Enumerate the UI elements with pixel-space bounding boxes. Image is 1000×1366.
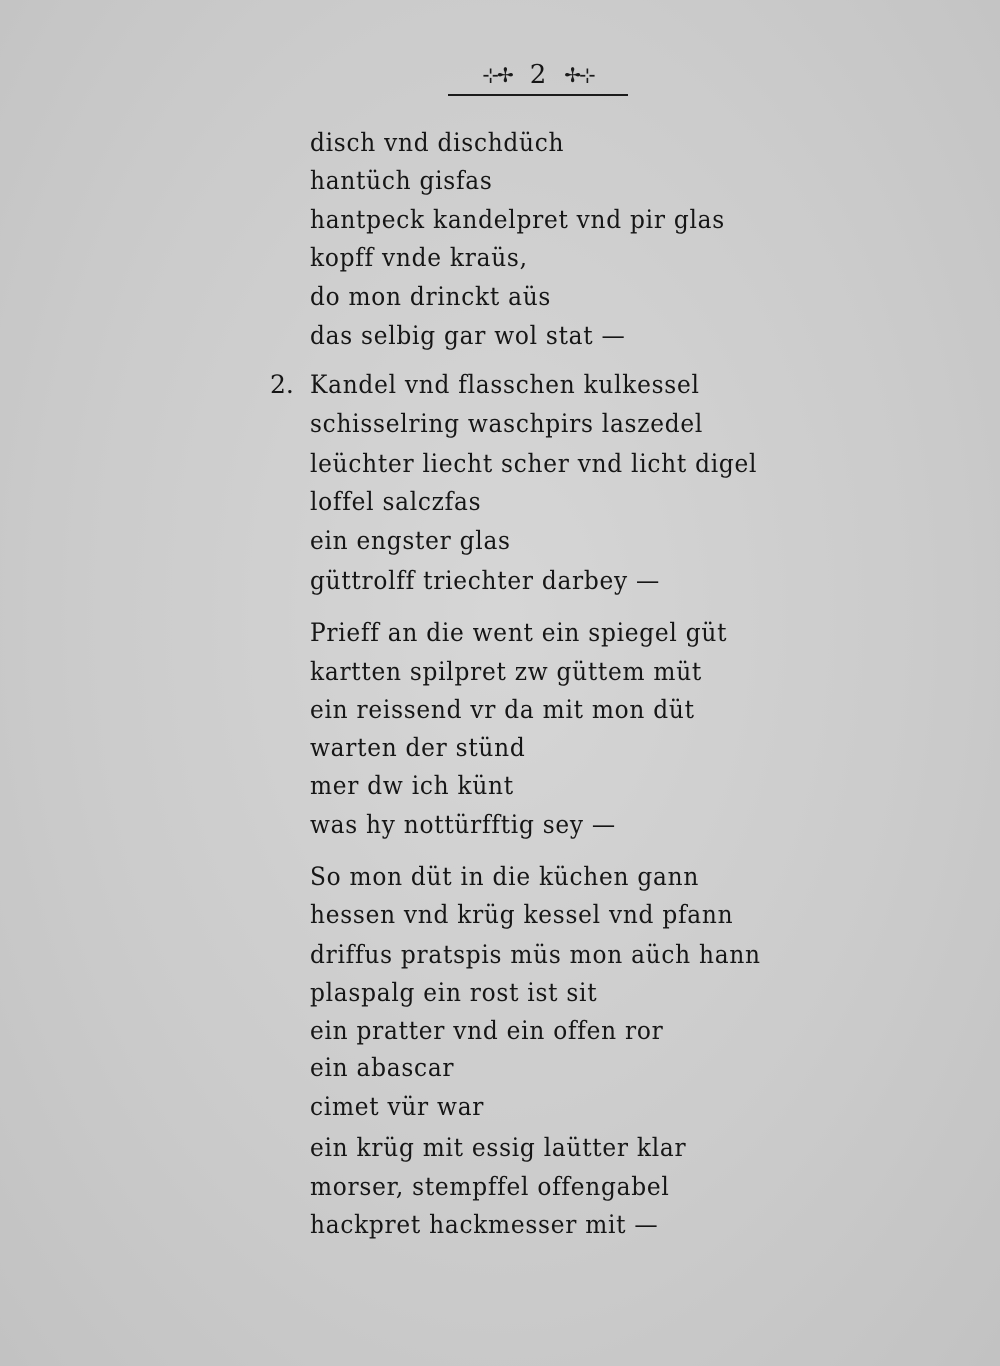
page-header — [448, 56, 628, 96]
stanza-number: 2. — [270, 370, 294, 399]
poem-line: leüchter liecht scher vnd licht digel — [310, 449, 758, 478]
poem-line: Kandel vnd flasschen kulkessel — [310, 370, 700, 399]
page-number: 2 — [529, 60, 547, 90]
ornament-right-icon: ✢⊹ — [564, 63, 594, 87]
poem-line: schisselring waschpirs laszedel — [310, 409, 704, 438]
poem-line: do mon drinckt aüs — [310, 282, 552, 311]
poem-line: ein pratter vnd ein offen ror — [310, 1016, 664, 1045]
poem-line: hantüch gisfas — [310, 166, 493, 195]
poem-line: hantpeck kandelpret vnd pir glas — [310, 205, 725, 234]
poem-line: hackpret hackmesser mit — — [310, 1210, 659, 1239]
poem-line: So mon düt in die küchen gann — [310, 862, 700, 891]
poem-line: cimet vür war — [310, 1092, 485, 1121]
poem-line: kartten spilpret zw güttem müt — [310, 657, 703, 686]
poem-line: morser, stempffel offengabel — [310, 1172, 670, 1201]
poem-line: kopff vnde kraüs, — [310, 243, 528, 272]
poem-line: ein engster glas — [310, 526, 511, 555]
poem-line: driffus pratspis müs mon aüch hann — [310, 940, 761, 969]
poem-line: hessen vnd krüg kessel vnd pfann — [310, 900, 734, 929]
poem-line: loffel salczfas — [310, 487, 482, 516]
poem-line: Prieff an die went ein spiegel güt — [310, 618, 728, 647]
poem-line: was hy nottürfftig sey — — [310, 810, 616, 839]
poem-line: mer dw ich künt — [310, 771, 514, 800]
poem-line: güttrolff triechter darbey — — [310, 566, 661, 595]
poem-line: ein reissend vr da mit mon düt — [310, 695, 695, 724]
poem-line: warten der stünd — [310, 733, 526, 762]
poem-line: ein krüg mit essig laütter klar — [310, 1133, 687, 1162]
poem-line: das selbig gar wol stat — — [310, 321, 626, 350]
poem-line: disch vnd dischdüch — [310, 128, 565, 157]
ornament-left-icon: ⊹✢ — [482, 63, 512, 87]
poem-line: ein abascar — [310, 1053, 455, 1082]
poem-line: plaspalg ein rost ist sit — [310, 978, 598, 1007]
